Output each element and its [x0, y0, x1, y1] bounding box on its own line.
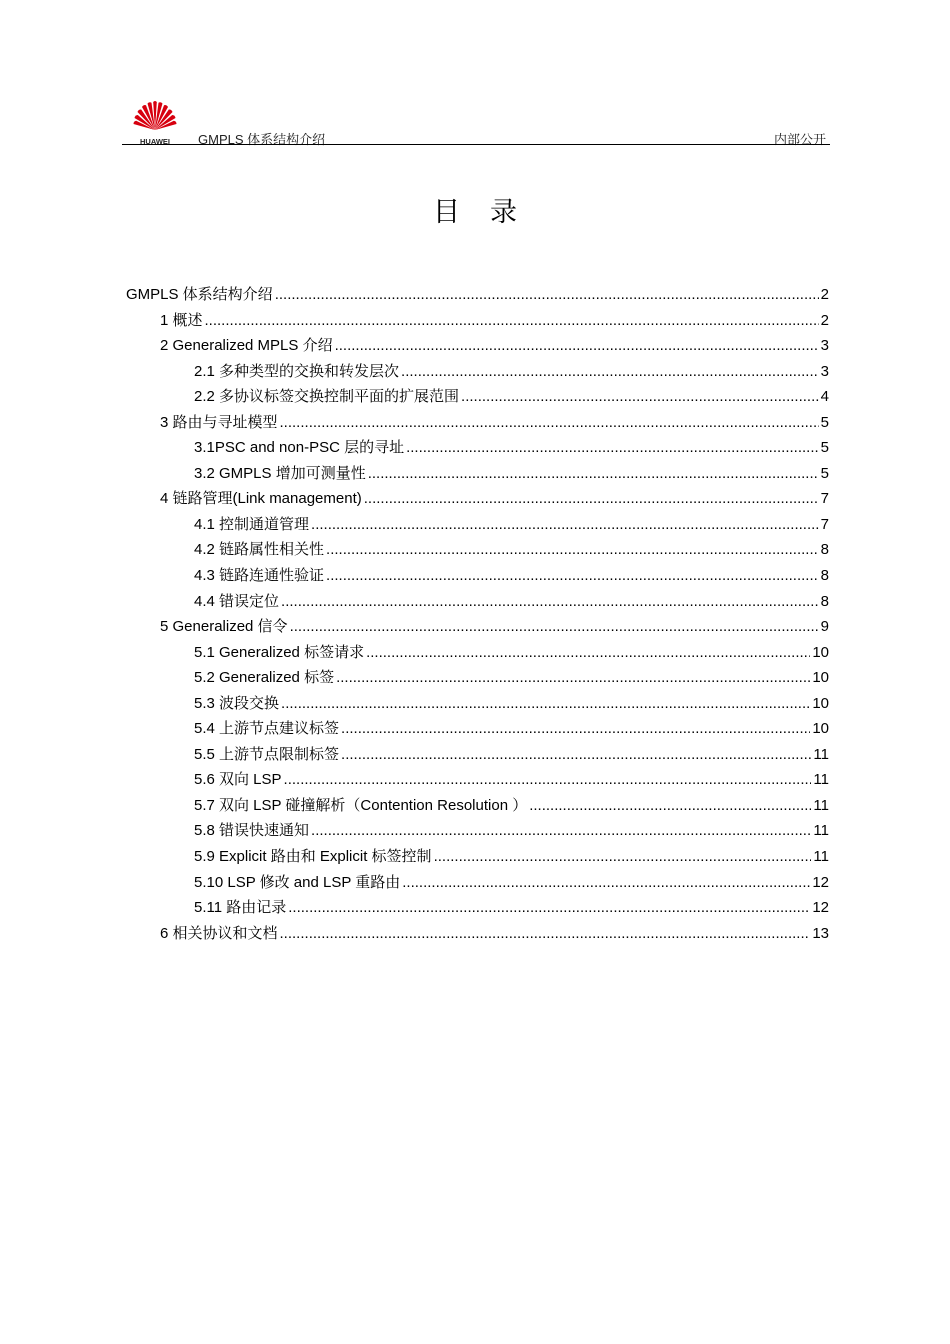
toc-leader-dots	[280, 925, 811, 942]
toc-leader-dots	[529, 797, 811, 814]
toc-page-number: 4	[820, 388, 829, 406]
toc-entry[interactable]	[126, 487, 829, 513]
toc-entry[interactable]	[126, 845, 829, 871]
toc-entry[interactable]	[126, 436, 829, 462]
toc-page-number: 8	[820, 567, 829, 585]
toc-entry-title: 1 概述	[160, 311, 203, 329]
toc-leader-dots	[364, 490, 819, 507]
toc-leader-dots	[402, 874, 810, 891]
toc-leader-dots	[326, 567, 819, 584]
toc-entry-title: 5.4 上游节点建议标签	[194, 720, 340, 738]
toc-page-number: 9	[820, 618, 829, 636]
toc-page-number: 5	[820, 464, 829, 482]
toc-entry-title: 4.1 控制通道管理	[194, 515, 310, 533]
toc-entry-title: 4 链路管理(Link management)	[160, 490, 362, 508]
toc-entry-title: GMPLS 体系结构介绍	[126, 286, 273, 303]
huawei-logo-icon	[130, 96, 180, 146]
toc-entry-title: 5.6 双向 LSP	[194, 771, 282, 789]
toc-entry-title: 4.2 链路属性相关性	[194, 541, 325, 559]
toc-leader-dots	[461, 388, 819, 405]
table-of-contents	[126, 283, 829, 947]
logo-wordmark: HUAWEI	[140, 137, 170, 146]
toc-entry-title: 5 Generalized 信令	[160, 618, 288, 636]
page-header	[122, 96, 830, 146]
toc-leader-dots	[311, 516, 819, 533]
toc-entry-title: 5.3 波段交换	[194, 694, 280, 712]
toc-entry-title: 4.4 错误定位	[194, 592, 280, 610]
toc-page-number: 12	[812, 899, 829, 917]
toc-page-number: 8	[820, 541, 829, 559]
toc-leader-dots	[275, 286, 819, 303]
header-divider	[122, 144, 830, 145]
toc-leader-dots	[288, 899, 810, 916]
toc-leader-dots	[281, 695, 810, 712]
toc-page-number: 3	[820, 362, 829, 380]
toc-leader-dots	[284, 771, 812, 788]
toc-entry-title: 3.2 GMPLS 增加可测量性	[194, 464, 366, 482]
toc-entry[interactable]	[126, 360, 829, 386]
toc-leader-dots	[406, 439, 819, 456]
toc-leader-dots	[401, 363, 819, 380]
toc-leader-dots	[280, 414, 819, 431]
toc-leader-dots	[368, 465, 819, 482]
toc-entry[interactable]	[126, 743, 829, 769]
toc-leader-dots	[205, 312, 819, 329]
toc-entry[interactable]	[126, 717, 829, 743]
toc-entry-title: 5.11 路由记录	[194, 899, 287, 917]
toc-leader-dots	[290, 618, 819, 635]
toc-entry[interactable]	[126, 692, 829, 718]
toc-entry[interactable]	[126, 922, 829, 948]
toc-leader-dots	[326, 541, 819, 558]
toc-entry[interactable]	[126, 896, 829, 922]
toc-entry[interactable]	[126, 794, 829, 820]
toc-entry[interactable]	[126, 819, 829, 845]
toc-page-number: 2	[820, 311, 829, 329]
toc-entry-title: 5.2 Generalized 标签	[194, 669, 335, 687]
toc-page-number: 10	[812, 669, 829, 687]
toc-page-number: 13	[812, 924, 829, 942]
toc-leader-dots	[434, 848, 812, 865]
toc-entry-title: 3.1PSC and non-PSC 层的寻址	[194, 439, 405, 457]
toc-page-number: 11	[813, 822, 829, 840]
toc-entry[interactable]	[126, 334, 829, 360]
toc-page-number: 8	[820, 592, 829, 610]
toc-page-number: 5	[820, 439, 829, 457]
toc-entry[interactable]	[126, 590, 829, 616]
toc-entry-title: 4.3 链路连通性验证	[194, 567, 325, 585]
toc-entry-title: 2.1 多种类型的交换和转发层次	[194, 362, 400, 380]
toc-entry[interactable]	[126, 309, 829, 335]
toc-entry[interactable]	[126, 385, 829, 411]
toc-entry[interactable]	[126, 768, 829, 794]
toc-page-number: 12	[812, 873, 829, 891]
toc-entry[interactable]	[126, 283, 829, 309]
toc-page-number: 11	[813, 848, 829, 866]
toc-entry[interactable]	[126, 615, 829, 641]
toc-entry[interactable]	[126, 538, 829, 564]
toc-entry-title: 5.5 上游节点限制标签	[194, 745, 340, 763]
header-classification: 内部公开	[773, 132, 826, 147]
toc-entry-title: 6 相关协议和文档	[160, 924, 278, 942]
toc-leader-dots	[341, 746, 811, 763]
toc-entry[interactable]	[126, 641, 829, 667]
toc-entry-title: 2 Generalized MPLS 介绍	[160, 337, 333, 355]
toc-entry-title: 2.2 多协议标签交换控制平面的扩展范围	[194, 388, 460, 406]
toc-entry-title: 5.9 Explicit 路由和 Explicit 标签控制	[194, 848, 432, 866]
toc-entry[interactable]	[126, 871, 829, 897]
header-document-title: GMPLS 体系结构介绍	[198, 132, 326, 147]
toc-entry-title: 3 路由与寻址模型	[160, 413, 278, 431]
toc-entry[interactable]	[126, 666, 829, 692]
toc-leader-dots	[311, 822, 811, 839]
toc-page-number: 10	[812, 643, 829, 661]
toc-leader-dots	[366, 644, 810, 661]
toc-entry-title: 5.8 错误快速通知	[194, 822, 310, 840]
toc-leader-dots	[335, 337, 819, 354]
toc-page-number: 10	[812, 694, 829, 712]
toc-leader-dots	[336, 669, 810, 686]
toc-page-number: 3	[820, 337, 829, 355]
toc-page-number: 2	[820, 286, 829, 303]
toc-page-number: 5	[820, 413, 829, 431]
toc-leader-dots	[341, 720, 810, 737]
toc-entry-title: 5.1 Generalized 标签请求	[194, 643, 365, 661]
toc-entry[interactable]	[126, 462, 829, 488]
toc-entry[interactable]	[126, 411, 829, 437]
page-title: 目录	[433, 197, 547, 228]
toc-leader-dots	[281, 593, 819, 610]
toc-page-number: 7	[820, 490, 829, 508]
toc-page-number: 11	[813, 796, 829, 814]
toc-page-number: 7	[820, 515, 829, 533]
toc-entry[interactable]	[126, 564, 829, 590]
toc-page-number: 11	[813, 745, 829, 763]
toc-entry-title: 5.7 双向 LSP 碰撞解析（Contention Resolution ）	[194, 796, 528, 814]
toc-entry-title: 5.10 LSP 修改 and LSP 重路由	[194, 873, 401, 891]
toc-page-number: 11	[813, 771, 829, 789]
toc-page-number: 10	[812, 720, 829, 738]
toc-entry[interactable]	[126, 513, 829, 539]
